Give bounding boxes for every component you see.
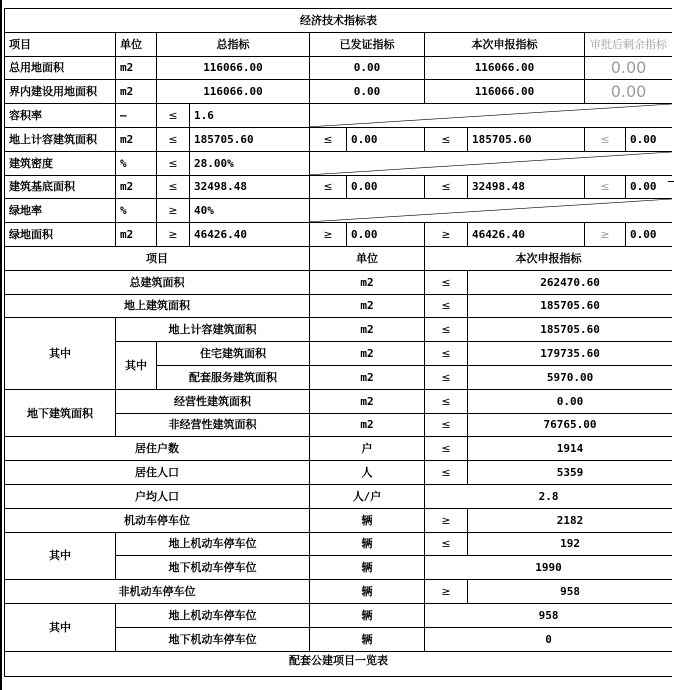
row-current: 116066.00 [425, 56, 585, 80]
row-unit: 辆 [310, 603, 425, 627]
row-density [5, 151, 673, 175]
row-land-total [5, 56, 673, 80]
row-current: 46426.40 [468, 223, 585, 247]
row-above-far-area [5, 127, 673, 151]
le-symbol: ≤ [425, 270, 468, 294]
le-symbol: ≤ [585, 127, 626, 151]
row-unit: m2 [310, 413, 425, 437]
row-far [5, 104, 673, 128]
row-label: 绿地率 [5, 199, 116, 223]
row-current: 116066.00 [425, 80, 585, 104]
sub-header-row [5, 246, 673, 270]
row-green-area [5, 223, 673, 247]
row-nonmotor-parking [5, 580, 673, 604]
row-value: 2182 [468, 508, 673, 532]
row-label: 非机动车停车位 [5, 580, 310, 604]
row-households [5, 437, 673, 461]
le-symbol: ≤ [310, 175, 347, 199]
row-label: 户均人口 [5, 484, 310, 508]
row-label: 容积率 [5, 104, 116, 128]
ge-symbol: ≥ [425, 580, 468, 604]
row-value: 262470.60 [468, 270, 673, 294]
row-label: 住宅建筑面积 [157, 342, 310, 366]
row-value: 179735.60 [468, 342, 673, 366]
row-unit: m2 [116, 56, 157, 80]
row-unit: m2 [310, 365, 425, 389]
row-label: 地上机动车停车位 [116, 603, 310, 627]
sub-header-unit: 单位 [310, 246, 425, 270]
of-which-label: 其中 [5, 532, 116, 580]
row-unit: 户 [310, 437, 425, 461]
of-which-label: 其中 [5, 603, 116, 651]
row-label: 绿地面积 [5, 223, 116, 247]
row-population [5, 461, 673, 485]
row-unit: m2 [310, 342, 425, 366]
row-remaining: 0.00 [626, 127, 673, 151]
le-symbol: ≤ [425, 389, 468, 413]
of-which-label: 其中 [5, 318, 116, 389]
row-nonmotor-above [5, 603, 673, 627]
row-label: 经营性建筑面积 [116, 389, 310, 413]
le-symbol: ≤ [157, 151, 190, 175]
row-value: 0.00 [468, 389, 673, 413]
row-value: 185705.60 [468, 294, 673, 318]
ge-symbol: ≥ [425, 223, 468, 247]
row-unit: m2 [310, 318, 425, 342]
row-issued: 0.00 [347, 127, 425, 151]
row-label: 总建筑面积 [5, 270, 310, 294]
sub-header-value: 本次申报指标 [425, 246, 673, 270]
row-label: 非经营性建筑面积 [116, 413, 310, 437]
le-symbol: ≤ [425, 342, 468, 366]
row-total: 116066.00 [157, 56, 310, 80]
row-value: 192 [468, 532, 673, 556]
header-row [5, 32, 673, 56]
row-value: 2.8 [425, 484, 673, 508]
row-unit: m2 [116, 80, 157, 104]
le-symbol: ≤ [425, 294, 468, 318]
row-per-household [5, 484, 673, 508]
row-total-area [5, 270, 673, 294]
ge-symbol: ≥ [585, 223, 626, 247]
row-remaining: 0.00 [585, 56, 673, 80]
footer-title: 配套公建项目一览表 [5, 651, 673, 677]
le-symbol: ≤ [425, 413, 468, 437]
row-label: 建筑基底面积 [5, 175, 116, 199]
sub-header-item: 项目 [5, 246, 310, 270]
row-unit: % [116, 199, 157, 223]
row-value: 5970.00 [468, 365, 673, 389]
row-value: 958 [468, 580, 673, 604]
row-label: 居住人口 [5, 461, 310, 485]
row-current: 185705.60 [468, 127, 585, 151]
le-symbol: ≤ [425, 532, 468, 556]
row-unit: 人 [310, 461, 425, 485]
ge-symbol: ≥ [157, 223, 190, 247]
row-total: 185705.60 [190, 127, 310, 151]
le-symbol: ≤ [310, 127, 347, 151]
row-value: 1.6 [190, 104, 310, 128]
row-total: 32498.48 [190, 175, 310, 199]
row-label: 地上计容建筑面积 [116, 318, 310, 342]
diagonal-line [310, 199, 672, 222]
footer-row [5, 651, 673, 677]
row-motor-parking [5, 508, 673, 532]
underground-label: 地下建筑面积 [5, 389, 116, 437]
row-label: 地上建筑面积 [5, 294, 310, 318]
header-total: 总指标 [157, 32, 310, 56]
ge-symbol: ≥ [310, 223, 347, 247]
row-label: 配套服务建筑面积 [157, 365, 310, 389]
header-item: 项目 [5, 32, 116, 56]
row-label: 界内建设用地面积 [5, 80, 116, 104]
header-remaining: 审批后剩余指标 [585, 32, 673, 56]
row-above-far [5, 318, 673, 342]
row-value: 40% [190, 199, 310, 223]
row-above-area [5, 294, 673, 318]
row-unit: m2 [116, 175, 157, 199]
row-unit: 辆 [310, 627, 425, 651]
row-unit: % [116, 151, 157, 175]
le-symbol: ≤ [425, 365, 468, 389]
row-value: 1990 [425, 556, 673, 580]
row-base-area [5, 175, 673, 199]
ge-symbol: ≥ [425, 508, 468, 532]
row-value: 0 [425, 627, 673, 651]
row-unit: 辆 [310, 580, 425, 604]
row-remaining: 0.00 [626, 223, 673, 247]
le-symbol: ≤ [157, 175, 190, 199]
economic-indicator-table [4, 8, 672, 677]
row-remaining: 0.00 [585, 80, 673, 104]
row-current: 32498.48 [468, 175, 585, 199]
row-unit: m2 [310, 270, 425, 294]
row-total: 46426.40 [190, 223, 310, 247]
row-label: 居住户数 [5, 437, 310, 461]
le-symbol: ≤ [157, 127, 190, 151]
of-which-inner-label: 其中 [116, 342, 157, 390]
row-label: 建筑密度 [5, 151, 116, 175]
row-label: 地上计容建筑面积 [5, 127, 116, 151]
header-current: 本次申报指标 [425, 32, 585, 56]
row-unit: — [116, 104, 157, 128]
row-issued: 0.00 [310, 56, 425, 80]
left-edge-bar [0, 0, 2, 690]
row-total: 116066.00 [157, 80, 310, 104]
row-label: 总用地面积 [5, 56, 116, 80]
le-symbol: ≤ [425, 461, 468, 485]
ge-symbol: ≥ [157, 199, 190, 223]
header-unit: 单位 [116, 32, 157, 56]
le-symbol: ≤ [425, 175, 468, 199]
row-value: 5359 [468, 461, 673, 485]
le-symbol: ≤ [425, 318, 468, 342]
row-motor-above [5, 532, 673, 556]
row-value: 28.00% [190, 151, 310, 175]
diagonal-blank-cell [310, 104, 673, 128]
row-unit: 辆 [310, 508, 425, 532]
row-unit: m2 [310, 294, 425, 318]
diagonal-line [310, 104, 672, 127]
row-green-rate [5, 199, 673, 223]
row-unit: 辆 [310, 556, 425, 580]
diagonal-line [310, 152, 672, 175]
le-symbol: ≤ [425, 127, 468, 151]
le-symbol: ≤ [425, 437, 468, 461]
row-unit: 辆 [310, 532, 425, 556]
row-unit: 人/户 [310, 484, 425, 508]
table-title: 经济技术指标表 [5, 9, 673, 33]
row-value: 958 [425, 603, 673, 627]
row-label: 地下机动车停车位 [116, 627, 310, 651]
row-commercial [5, 389, 673, 413]
row-unit: m2 [310, 389, 425, 413]
title-row [5, 9, 673, 33]
le-symbol: ≤ [157, 104, 190, 128]
row-issued: 0.00 [310, 80, 425, 104]
row-value: 76765.00 [468, 413, 673, 437]
row-land-inner [5, 80, 673, 104]
row-issued: 0.00 [347, 175, 425, 199]
row-issued: 0.00 [347, 223, 425, 247]
le-symbol: ≤ [585, 175, 626, 199]
header-issued: 已发证指标 [310, 32, 425, 56]
row-label: 地下机动车停车位 [116, 556, 310, 580]
indicator-sheet [4, 8, 672, 690]
diagonal-blank-cell [310, 199, 673, 223]
row-unit: m2 [116, 223, 157, 247]
row-unit: m2 [116, 127, 157, 151]
row-label: 地上机动车停车位 [116, 532, 310, 556]
row-label: 机动车停车位 [5, 508, 310, 532]
row-value: 1914 [468, 437, 673, 461]
diagonal-blank-cell [310, 151, 673, 175]
row-value: 185705.60 [468, 318, 673, 342]
row-remaining: 0.00 [626, 175, 673, 199]
